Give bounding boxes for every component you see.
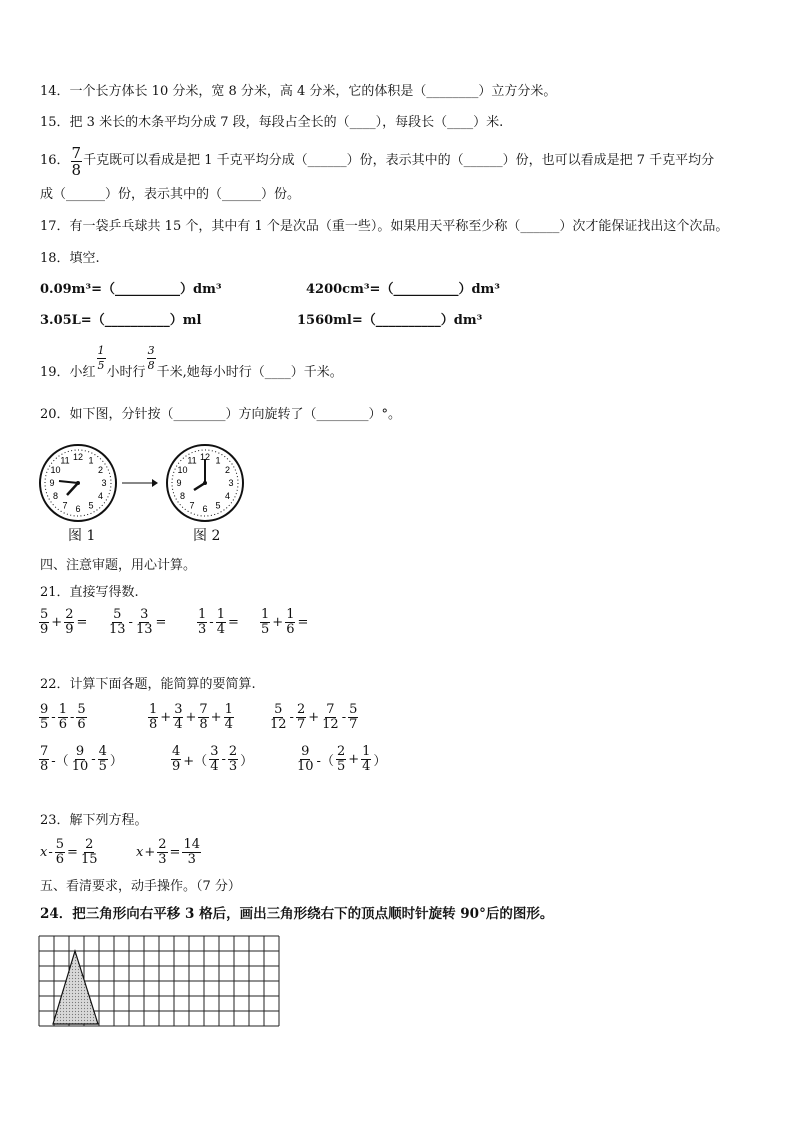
numerator: 2 [228,744,238,759]
figure-2-caption: 图 2 [193,528,221,544]
fraction [71,745,90,774]
figure-1-caption: 图 1 [68,528,96,544]
numerator: 5 [349,702,358,717]
fraction [39,703,49,732]
clock-numeral: 1 [88,455,94,466]
numerator: 7 [199,702,208,717]
denominator: 13 [135,622,153,637]
clock-numeral: 4 [97,491,104,501]
clock-numeral: 11 [187,455,197,466]
arrow [122,478,158,488]
numerator: 5 [113,607,122,622]
fraction [71,145,83,178]
fraction [228,745,238,774]
numerator: 14 [183,837,200,852]
numerator: 2 [336,744,346,759]
fraction [197,608,207,637]
fraction [98,745,108,774]
denominator: 4 [362,759,371,774]
operator: - [48,845,53,860]
operator: - [221,752,226,767]
math-expression [196,608,240,637]
math-expression [295,745,387,774]
operator: - [69,710,75,725]
triangle [53,951,98,1024]
denominator: 10 [297,759,314,774]
q18-blank-b: 4200cm³=（__________）dm³ [306,282,500,297]
fraction [55,838,65,867]
denominator: 3 [228,759,238,774]
operator: + [160,710,172,725]
clock-numeral: 3 [101,478,107,488]
fraction [80,838,99,867]
clock-numeral: 7 [189,500,195,511]
variable: x [136,845,144,860]
denominator: 5 [98,759,107,774]
math-expression [268,703,359,732]
fraction [182,838,201,867]
clock-numeral: 9 [49,478,55,488]
operator: - [91,752,96,767]
clock-numeral: 12 [199,452,211,462]
operator: ） [373,754,387,769]
clock-numeral: 10 [50,465,61,475]
operator: + [272,615,284,630]
fraction [39,608,49,637]
denominator: 3 [187,852,196,867]
fraction [285,608,295,637]
fraction [39,745,49,774]
denominator: 10 [71,759,89,774]
fraction [198,703,208,732]
fraction [216,608,226,637]
denominator: 4 [174,717,183,732]
denominator: 9 [65,622,74,637]
fraction [148,703,158,732]
fraction [336,745,346,774]
question-22-title: 22．计算下面各题，能简算的要简算. [40,677,256,692]
fraction [171,745,181,774]
operator: = [67,845,78,860]
numerator: 3 [147,344,155,357]
clock-numeral: 8 [52,491,59,501]
denominator: 4 [210,759,219,774]
denominator: 5 [261,622,270,637]
denominator: 6 [77,717,86,732]
numerator: 1 [216,607,225,622]
operator: ） [240,754,254,769]
question-14: 14．一个长方体长 10 分米，宽 8 分米，高 4 分米，它的体积是（________）立方分米。 [40,84,557,99]
clock-numeral: 11 [60,455,70,466]
operator: + [348,752,360,767]
question-16-line2: 成（______）份，表示其中的（______）份。 [40,187,301,202]
operator: + [144,845,156,860]
fraction [108,608,127,637]
operator: -（ [316,754,334,769]
operator: - [128,615,133,630]
operator: = [297,615,309,630]
fraction [135,608,154,637]
clock-numeral: 1 [215,455,221,466]
q18-blank-d: 1560ml=（__________）dm³ [297,313,483,328]
denominator: 5 [40,717,49,732]
numerator: 3 [210,744,219,759]
operator: = [76,615,88,630]
clock-numeral: 10 [177,465,188,475]
clock-numeral: 5 [215,500,221,511]
numerator: 9 [40,702,49,717]
q18-blank-c: 3.05L=（__________）ml [40,313,202,328]
numerator: 1 [261,607,270,622]
denominator: 7 [296,717,306,732]
clock-numeral: 2 [224,465,231,475]
clock-numeral: 6 [202,504,208,514]
numerator: 5 [77,702,86,717]
denominator: 9 [40,622,49,637]
q16-number: 16． [40,153,70,168]
question-16 [40,144,714,178]
denominator: 13 [109,622,126,637]
fraction [260,608,270,637]
fraction [209,745,219,774]
q19-mid: 小时行 [106,365,146,380]
section-5-heading: 五、看清要求，动手操作。（7 分） [40,879,241,894]
numerator: 4 [172,744,181,759]
numerator: 3 [140,607,149,622]
denominator: 8 [147,359,155,372]
operator: +（ [183,754,208,769]
denominator: 3 [198,622,207,637]
denominator: 7 [349,717,358,732]
fraction [348,703,358,732]
question-20: 20．如下图，分针按（________）方向旋转了（________）°。 [40,407,402,422]
question-24: 24．把三角形向右平移 3 格后，画出三角形绕右下的顶点顺时针旋转 90°后的图形。 [40,906,554,922]
clock-numeral: 7 [62,500,68,511]
operator: - [209,615,214,630]
variable: x [40,845,48,860]
question-15: 15．把 3 米长的木条平均分成 7 段，每段占全长的（____），每段长（____）米. [40,115,504,130]
numerator: 9 [75,744,85,759]
denominator: 6 [58,717,67,732]
numerator: 1 [286,607,295,622]
math-expression [259,608,309,637]
numerator: 2 [158,837,167,852]
numerator: 5 [274,702,283,717]
numerator: 7 [326,702,335,717]
operator: - [341,710,347,725]
question-21-title: 21．直接写得数. [40,585,139,600]
math-expression [107,608,167,637]
clock-numeral: 8 [179,491,186,501]
operator: = [169,845,181,860]
operator: + [308,710,320,725]
operator: - [51,710,56,725]
fraction [157,838,167,867]
fraction [224,703,234,732]
numerator: 5 [40,607,49,622]
operator: ） [109,754,123,769]
fraction [296,703,306,732]
clock-numeral: 5 [88,500,94,511]
clock-numeral: 9 [176,478,182,488]
numerator: 5 [55,837,65,852]
numerator: 1 [198,607,207,622]
question-19 [40,345,343,381]
math-expression [40,838,99,867]
operator: = [227,615,239,630]
denominator: 8 [40,759,49,774]
operator: -（ [51,754,69,769]
denominator: 12 [270,717,287,732]
numerator: 2 [296,702,306,717]
operator: = [155,615,167,630]
fraction [361,745,371,774]
math-expression [38,703,88,732]
numerator: 1 [58,702,67,717]
question-17: 17．有一袋乒乓球共 15 个，其中有 1 个是次品（重一些）。如果用天平称至少称（______）次才能保证找出这个次品。 [40,219,729,234]
math-expression [147,703,235,732]
operator: + [51,615,63,630]
fraction [97,344,106,373]
question-18-title: 18．填空. [40,251,100,266]
clock-figure-1 [38,443,118,523]
fraction [147,344,156,373]
q19-suffix: 千米,她每小时行（____）千米。 [156,365,343,380]
denominator: 6 [286,622,295,637]
fraction [58,703,68,732]
clock-numeral: 3 [228,478,234,488]
denominator: 5 [336,759,346,774]
q18-blank-a: 0.09m³=（__________）dm³ [40,282,222,297]
denominator: 8 [149,717,158,732]
denominator: 4 [216,622,225,637]
q19-prefix: 19．小红 [40,365,96,380]
numerator: 1 [149,702,158,717]
numerator: 4 [98,744,107,759]
operator: + [210,710,222,725]
math-expression [170,745,254,774]
fraction [64,608,74,637]
fraction [321,703,340,732]
clock-numeral: 6 [75,504,81,514]
numerator: 7 [40,744,49,759]
math-expression [136,838,202,867]
numerator: 3 [174,702,183,717]
grid-with-triangle [38,935,281,1027]
clock-numeral: 2 [97,465,104,475]
fraction [296,745,315,774]
operator: + [185,710,197,725]
denominator: 6 [55,852,65,867]
math-expression [38,608,88,637]
numerator: 2 [85,837,94,852]
q16-text: 千克既可以看成是把 1 千克平均分成（______）份，表示其中的（______）份，也可以看成是把 7 千克平均分 [83,153,715,168]
question-23-title: 23．解下列方程。 [40,813,148,828]
denominator: 12 [322,717,339,732]
denominator: 4 [224,717,233,732]
denominator: 9 [172,759,181,774]
numerator: 1 [97,344,105,357]
fraction [173,703,183,732]
denominator: 8 [199,717,208,732]
fraction [269,703,288,732]
denominator: 15 [80,852,98,867]
fraction [76,703,86,732]
denominator: 8 [71,160,82,179]
numerator: 1 [362,744,371,759]
clock-figure-2 [165,443,245,523]
operator: - [289,710,294,725]
denominator: 3 [158,852,167,867]
section-4-heading: 四、注意审题，用心计算。 [40,558,197,573]
numerator: 2 [65,607,74,622]
math-expression [38,745,124,774]
numerator: 1 [224,702,233,717]
numerator: 7 [71,143,82,162]
denominator: 5 [97,359,105,372]
clock-numeral: 4 [224,491,231,501]
clock-numeral: 12 [72,452,84,462]
numerator: 9 [301,744,310,759]
